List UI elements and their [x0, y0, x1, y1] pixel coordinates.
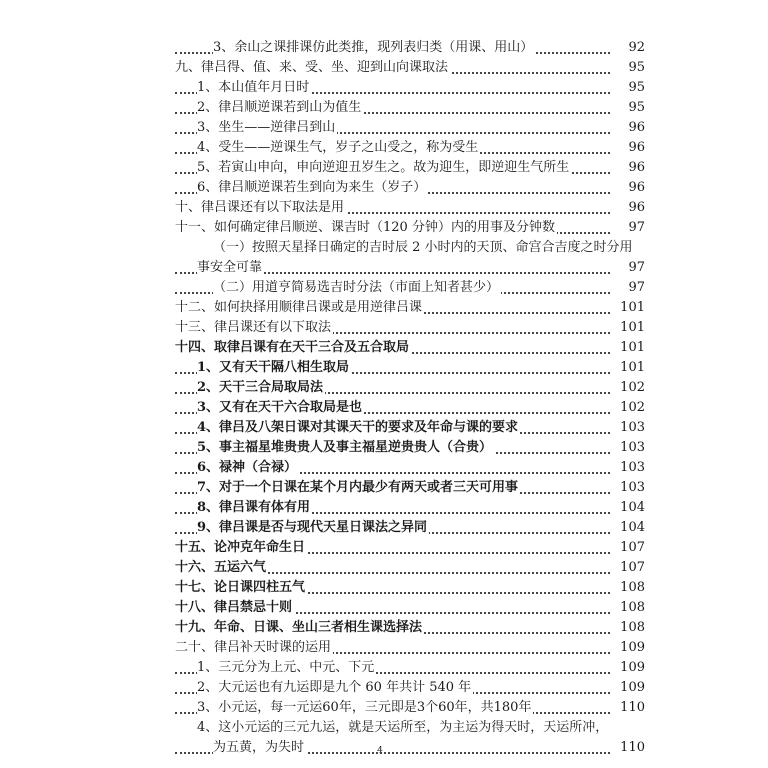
toc-entry-page: 102: [610, 378, 645, 398]
toc-entry: [0, 558, 768, 578]
toc-entry-page: 108: [610, 598, 645, 618]
toc-entry-page: 110: [610, 738, 645, 758]
toc-entry-page: 109: [610, 678, 645, 698]
toc-entry-title: 十一、如何确定律吕顺逆、课吉时（120 分钟）内的用事及分钟数: [175, 220, 555, 235]
toc-entry-page: 104: [610, 498, 645, 518]
toc-entry-page: 95: [610, 58, 645, 78]
toc-entry-page: 92: [610, 38, 645, 58]
toc-entry-page: 104: [610, 518, 645, 538]
toc-entry: [0, 58, 768, 78]
toc-entry-title: 十七、论日课四柱五气: [175, 580, 306, 595]
toc-entry: [0, 198, 768, 218]
toc-entry-page: 96: [610, 158, 645, 178]
toc-entry-title: 3、又有在天干六合取局是也: [197, 400, 363, 415]
toc-entry-page: 107: [610, 558, 645, 578]
toc-entry-page: 107: [610, 538, 645, 558]
toc-entry-page: 103: [610, 438, 645, 458]
toc-entry: [0, 38, 768, 58]
toc-entry-title: 7、对于一个日课在某个月内最少有两天或者三天可用事: [197, 480, 519, 495]
toc-entry-page: 95: [610, 78, 645, 98]
toc-entry-page: 108: [610, 578, 645, 598]
toc-entry: [0, 538, 768, 558]
toc-entry-page: 110: [610, 698, 645, 718]
toc-entry-title: 十五、论冲克年命生日: [175, 540, 306, 555]
toc-entry-title: 2、天干三合局取局法: [197, 380, 324, 395]
toc-entry-page: 97: [610, 258, 645, 278]
toc-entry: [0, 638, 768, 658]
toc-entry-title: （一）按照天星择日确定的吉时辰 2 小时内的天顶、命宫合吉度之时分用: [213, 240, 633, 255]
toc-entry: [0, 338, 768, 358]
toc-entry: [0, 118, 768, 138]
toc-entry-page: 103: [610, 418, 645, 438]
toc-entry-title: 9、律吕课是否与现代天星日课法之异同: [197, 520, 428, 535]
toc-entry-page: 109: [610, 638, 645, 658]
toc-entry: [0, 438, 768, 458]
toc-entry-page: 103: [610, 478, 645, 498]
toc-entry-title: 2、律吕顺逆课若到山为值生: [197, 100, 362, 115]
toc-entry-page: 102: [610, 398, 645, 418]
toc-entry-title: 十九、年命、日课、坐山三者相生课选择法: [175, 620, 423, 635]
toc-entry-page: 97: [610, 278, 645, 298]
toc-entry: [0, 258, 768, 278]
toc-entry-title: 4、律吕及八架日课对其课天干的要求及年命与课的要求: [197, 420, 519, 435]
toc-entry: [0, 518, 768, 538]
toc-entry-title: 十六、五运六气: [175, 560, 267, 575]
toc-entry-title: 十八、律吕禁忌十则: [175, 600, 293, 615]
toc-entry-page: 101: [610, 318, 645, 338]
toc-entry: [0, 178, 768, 198]
toc-entry-page: 96: [610, 118, 645, 138]
toc-entry-title: 6、禄神（合禄）: [197, 460, 298, 475]
toc-entry-page: 101: [610, 338, 645, 358]
toc-entry: [0, 158, 768, 178]
toc-entry-title: 8、律吕课有体有用: [197, 500, 311, 515]
toc-entry: [0, 458, 768, 478]
toc-entry: [0, 318, 768, 338]
toc-entry-title: 3、余山之课排课仿此类推，现列表归类（用课、用山）: [213, 40, 534, 55]
toc-entry-title: 1、本山值年月日时: [197, 80, 310, 95]
toc-entry: [0, 398, 768, 418]
toc-entry-page: 101: [610, 298, 645, 318]
toc-entry: [0, 578, 768, 598]
toc-entry-title: 1、三元分为上元、中元、下元: [197, 660, 375, 675]
toc-entry-title: 5、事主福星堆贵贵人及事主福星逆贵贵人（合贵）: [197, 440, 493, 455]
toc-entry-title: 十四、取律吕课有在天干三合及五合取局: [175, 340, 410, 355]
toc-entry: [0, 298, 768, 318]
toc-entry: [0, 598, 768, 618]
toc-entry-title: 事安全可靠: [197, 260, 263, 275]
toc-entry: [0, 78, 768, 98]
toc-entry: [0, 378, 768, 398]
toc-entry-title: 2、大元运也有九运即是九个 60 年共计 540 年: [197, 680, 472, 695]
toc-entry-page: 96: [610, 178, 645, 198]
toc-entry-title: 为五黄，为失时: [213, 740, 305, 755]
toc-entry: [0, 238, 768, 258]
toc-entry: [0, 678, 768, 698]
toc-entry-page: 97: [610, 218, 645, 238]
toc-entry: [0, 138, 768, 158]
toc-entry: [0, 98, 768, 118]
toc-entry: [0, 618, 768, 638]
table-of-contents: [0, 38, 768, 758]
toc-entry-title: 十二、如何抉择用顺律吕课或是用逆律吕课: [175, 300, 423, 315]
toc-entry: [0, 718, 768, 738]
toc-entry-page: 96: [610, 138, 645, 158]
toc-entry: [0, 478, 768, 498]
toc-entry-page: 95: [610, 98, 645, 118]
toc-entry-title: 4、受生——逆课生气，岁子之山受之，称为受生: [197, 140, 479, 155]
toc-entry: [0, 498, 768, 518]
toc-entry-title: 1、又有天干隔八相生取局: [197, 360, 350, 375]
toc-entry-title: 4、这小元运的三元九运，就是天运所至，为主运为得天时，天运所冲，: [197, 720, 609, 735]
toc-entry-title: （二）用道亨简易选吉时分法（市面上知者甚少）: [213, 280, 500, 295]
toc-entry: [0, 358, 768, 378]
toc-entry-page: 103: [610, 458, 645, 478]
toc-entry: [0, 698, 768, 718]
toc-entry-title: 6、律吕顺逆课若生到向为来生（岁子）: [197, 180, 427, 195]
toc-entry-title: 九、律吕得、值、来、受、坐、迎到山向课取法: [175, 60, 449, 75]
toc-entry-page: 96: [610, 198, 645, 218]
toc-entry-title: 二十、律吕补天时课的运用: [175, 640, 332, 655]
toc-entry-title: 3、小元运，每一元运60年，三元即是3个60年，共180年: [197, 700, 532, 715]
toc-entry-title: 十三、律吕课还有以下取法: [175, 320, 332, 335]
toc-entry: [0, 278, 768, 298]
page-number: 4: [377, 746, 383, 756]
toc-entry-title: 3、坐生——逆律吕到山: [197, 120, 336, 135]
toc-entry: [0, 418, 768, 438]
toc-entry-page: 109: [610, 658, 645, 678]
toc-entry: [0, 658, 768, 678]
toc-entry-page: 101: [610, 358, 645, 378]
toc-entry: [0, 218, 768, 238]
toc-entry-title: 5、若寅山申向，申向逆迎丑岁生之。故为迎生，即逆迎生气所生: [197, 160, 570, 175]
toc-entry-title: 十、律吕课还有以下取法是用: [175, 200, 345, 215]
toc-entry-page: 108: [610, 618, 645, 638]
